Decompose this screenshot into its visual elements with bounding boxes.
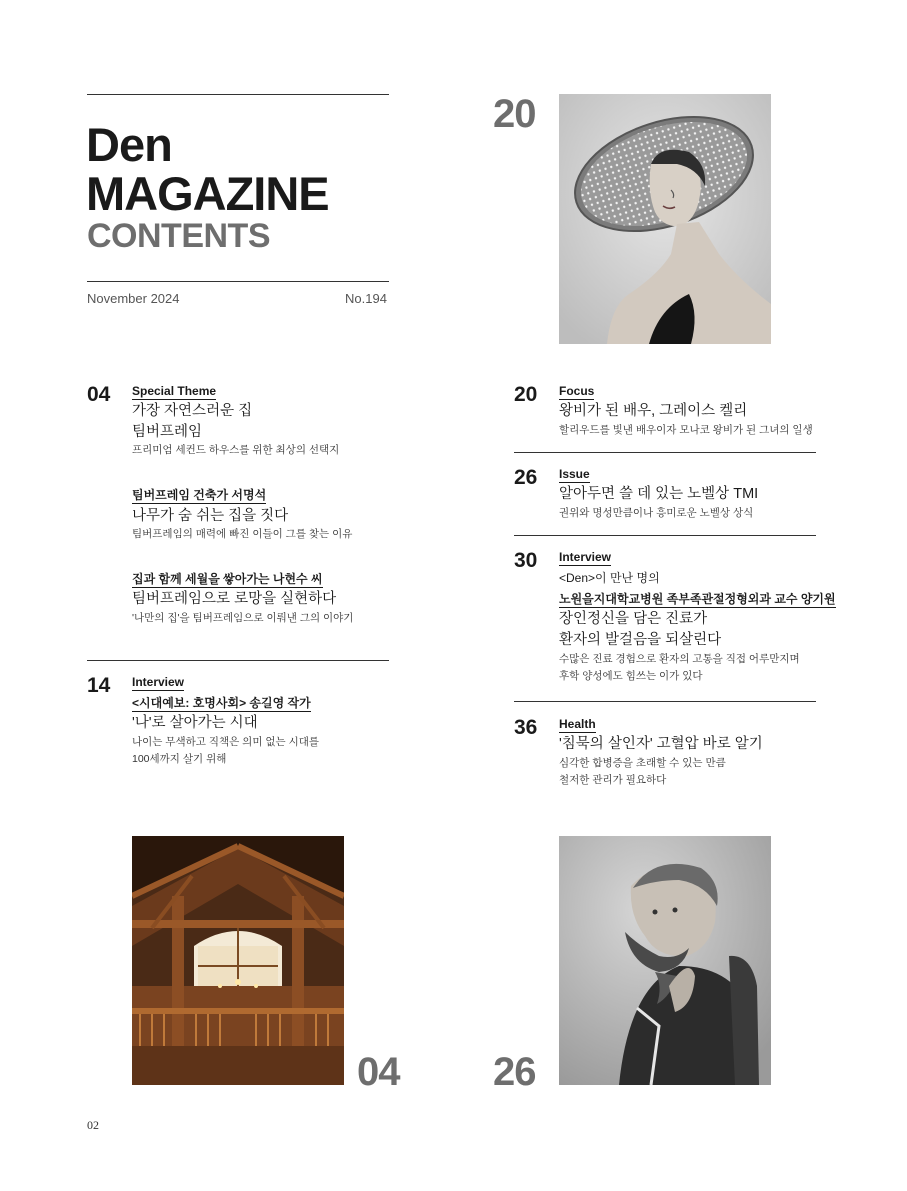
nobel-portrait-illustration xyxy=(559,836,771,1085)
photo-04-caption: 04 xyxy=(357,1050,400,1094)
toc-category-issue: Issue xyxy=(559,468,590,483)
toc-category-focus: Focus xyxy=(559,385,594,400)
toc-title-line: 알아두면 쓸 데 있는 노벨상 TMI xyxy=(559,486,759,502)
toc-title-line: 환자의 발걸음을 되살린다 xyxy=(559,632,722,648)
section-divider xyxy=(514,701,816,702)
photo-nobel-portrait xyxy=(559,836,771,1085)
portrait-illustration xyxy=(559,94,771,344)
toc-subject: 팀버프레임 건축가 서명석 xyxy=(132,489,266,504)
timber-interior-illustration xyxy=(132,836,344,1085)
toc-title-line: 장인정신을 담은 진료가 xyxy=(559,611,708,627)
toc-category-interview: Interview xyxy=(132,676,184,691)
toc-description: 나이는 무색하고 직책은 의미 없는 시대를 xyxy=(132,736,320,748)
masthead-title-magazine: MAGAZINE xyxy=(86,167,329,220)
toc-description: 수많은 진료 경험으로 환자의 고통을 직접 어루만지며 xyxy=(559,653,800,665)
toc-description: 권위와 명성만큼이나 흥미로운 노벨상 상식 xyxy=(559,507,754,519)
issue-date: November 2024 xyxy=(87,291,180,306)
toc-description: 프리미엄 세컨드 하우스를 위한 최상의 선택지 xyxy=(132,444,340,456)
masthead-title-den: Den xyxy=(86,118,172,171)
toc-title-line: 팀버프레임 xyxy=(132,424,203,440)
section-divider xyxy=(514,535,816,536)
toc-category-special-theme: Special Theme xyxy=(132,385,216,400)
toc-description: 팀버프레임의 매력에 빠진 이들이 그를 찾는 이유 xyxy=(132,528,353,540)
photo-grace-kelly xyxy=(559,94,771,344)
toc-page-number-20: 20 xyxy=(514,383,538,406)
toc-category-interview: Interview xyxy=(559,551,611,566)
toc-description: 100세까지 살기 위해 xyxy=(132,753,227,765)
toc-page-number-14: 14 xyxy=(87,674,111,697)
toc-page-number-04: 04 xyxy=(87,383,111,406)
toc-title-line: 팀버프레임으로 로망을 실현하다 xyxy=(132,591,337,607)
masthead-bottom-rule xyxy=(87,281,389,282)
toc-description: '나만의 집'을 팀버프레임으로 이뤄낸 그의 이야기 xyxy=(132,612,354,624)
photo-20-caption: 20 xyxy=(493,92,536,136)
toc-title-line: 나무가 숨 쉬는 집을 짓다 xyxy=(132,508,289,524)
toc-title-line: 가장 자연스러운 집 xyxy=(132,403,253,419)
toc-title-line: '침묵의 살인자' 고혈압 바로 알기 xyxy=(559,736,763,752)
masthead-title-contents: CONTENTS xyxy=(87,217,270,255)
toc-intro: <Den>이 만난 명의 xyxy=(559,571,660,585)
issue-number: No.194 xyxy=(345,291,387,306)
toc-page-number-36: 36 xyxy=(514,716,538,739)
page-folio: 02 xyxy=(87,1118,99,1132)
toc-page-number-26: 26 xyxy=(514,466,538,489)
section-divider xyxy=(87,660,389,661)
toc-subject: <시대예보: 호명사회> 송길영 작가 xyxy=(132,697,311,712)
toc-description: 후학 양성에도 힘쓰는 이가 있다 xyxy=(559,670,703,682)
toc-title-line: 왕비가 된 배우, 그레이스 켈리 xyxy=(559,403,748,419)
toc-description: 할리우드를 빛낸 배우이자 모나코 왕비가 된 그녀의 일생 xyxy=(559,424,813,436)
toc-page-number-30: 30 xyxy=(514,549,538,572)
toc-subject: 집과 함께 세월을 쌓아가는 나현수 씨 xyxy=(132,573,323,588)
masthead-top-rule xyxy=(87,94,389,95)
section-divider xyxy=(514,452,816,453)
toc-description: 철저한 관리가 필요하다 xyxy=(559,774,667,786)
toc-description: 심각한 합병증을 초래할 수 있는 만큼 xyxy=(559,757,726,769)
photo-timber-frame-interior xyxy=(132,836,344,1085)
toc-category-health: Health xyxy=(559,718,596,733)
toc-subject: 노원을지대학교병원 족부족관절정형외과 교수 양기원 xyxy=(559,593,836,608)
toc-title-line: '나'로 살아가는 시대 xyxy=(132,715,258,731)
photo-26-caption: 26 xyxy=(493,1050,536,1094)
